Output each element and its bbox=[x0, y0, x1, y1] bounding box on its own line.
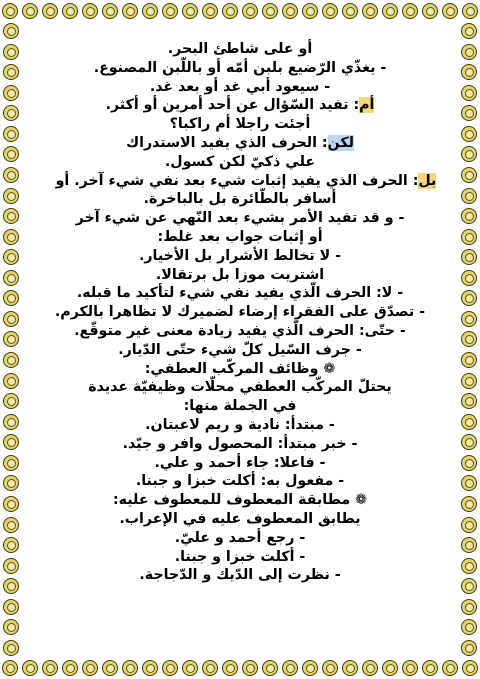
ring-icon bbox=[461, 558, 477, 574]
ring-icon bbox=[282, 660, 298, 676]
ring-icon bbox=[242, 660, 258, 676]
ring-icon bbox=[322, 3, 338, 19]
ring-icon bbox=[242, 3, 258, 19]
text-line: أو على شاطئ البحر. bbox=[167, 41, 313, 57]
ring-icon bbox=[461, 23, 477, 39]
ring-icon bbox=[461, 270, 477, 286]
ring-icon bbox=[461, 434, 477, 450]
ring-icon bbox=[3, 229, 19, 245]
ring-icon bbox=[461, 475, 477, 491]
text-line: - نظرت إلى الدّيك و الدّجاجة. bbox=[139, 567, 341, 584]
text-line: - فاعلا: جاء أحمد و علي. bbox=[154, 454, 326, 471]
ring-icon bbox=[461, 352, 477, 368]
ring-icon bbox=[342, 660, 358, 676]
ring-icon bbox=[461, 496, 477, 512]
ring-icon bbox=[262, 3, 278, 19]
ring-icon bbox=[142, 660, 158, 676]
ring-icon bbox=[3, 496, 19, 512]
ring-icon bbox=[3, 311, 19, 327]
ring-icon bbox=[182, 660, 198, 676]
section-heading: ❁ مطابقة المعطوف للمعطوف عليه: bbox=[112, 492, 367, 509]
text-line: - يغذّي الرّضيع بلبن أمّه أو باللّبن المصنوع. bbox=[93, 59, 387, 76]
ring-icon bbox=[461, 393, 477, 409]
ring-icon bbox=[3, 126, 19, 142]
ring-icon bbox=[382, 3, 398, 19]
text-line: - جرف السّيل كلّ شيء حتّى الدّيار. bbox=[118, 341, 362, 358]
ring-icon bbox=[461, 599, 477, 615]
ring-icon bbox=[461, 64, 477, 80]
text-line: - تصدّق على الفقراء إرضاء لضميرك لا تظاهرا بالكرم. bbox=[54, 304, 426, 321]
ring-icon bbox=[222, 660, 238, 676]
ring-icon bbox=[461, 455, 477, 471]
ring-icon bbox=[122, 3, 138, 19]
ring-icon bbox=[462, 660, 478, 676]
ring-icon bbox=[461, 578, 477, 594]
text-line: بل: الحرف الذي يفيد إثبات شيء بعد نفي شيء آخر. أو bbox=[55, 172, 437, 189]
text-line: لكن: الحرف الذي يفيد الاستدراك bbox=[126, 134, 354, 151]
ring-icon bbox=[3, 85, 19, 101]
text-line: اشتريت موزا بل برتقالا. bbox=[155, 266, 325, 283]
ring-icon bbox=[461, 105, 477, 121]
text-line: - و قد تفيد الأمر بشيء بعد النّهي عن شيء آخر bbox=[75, 210, 405, 227]
ring-icon bbox=[362, 660, 378, 676]
ring-icon bbox=[62, 660, 78, 676]
ring-icon bbox=[461, 85, 477, 101]
text-line: - مبتدأ: نادية و ريم لاعبتان. bbox=[145, 416, 335, 433]
ring-icon bbox=[222, 3, 238, 19]
highlighted-term: لكن bbox=[327, 134, 354, 151]
ring-icon bbox=[3, 537, 19, 553]
ring-icon bbox=[202, 3, 218, 19]
highlighted-term: بل bbox=[418, 172, 437, 189]
ring-icon bbox=[462, 3, 478, 19]
ring-icon bbox=[282, 3, 298, 19]
ring-icon bbox=[461, 126, 477, 142]
ring-icon bbox=[2, 660, 18, 676]
top-border bbox=[0, 0, 480, 22]
ring-icon bbox=[461, 311, 477, 327]
ring-icon bbox=[42, 660, 58, 676]
ring-icon bbox=[3, 146, 19, 162]
ring-icon bbox=[461, 249, 477, 265]
ring-icon bbox=[302, 3, 318, 19]
ring-icon bbox=[402, 3, 418, 19]
text-line: في الجملة منها: bbox=[183, 398, 297, 415]
ring-icon bbox=[2, 3, 18, 19]
ring-icon bbox=[461, 414, 477, 430]
text-line: - مفعول به: أكلت خبزا و جبنا. bbox=[135, 473, 345, 490]
ring-icon bbox=[442, 3, 458, 19]
ring-icon bbox=[461, 146, 477, 162]
ring-icon bbox=[3, 517, 19, 533]
ring-icon bbox=[461, 373, 477, 389]
text-line: - لا: الحرف الّذي يفيد نفي شيء لتأكيد ما قبله. bbox=[76, 285, 404, 302]
text-line: - لا تخالط الأشرار بل الأخيار. bbox=[138, 247, 342, 264]
section-heading: ❁ وظائف المركّب العطفي: bbox=[144, 360, 336, 377]
ring-icon bbox=[3, 599, 19, 615]
ring-icon bbox=[461, 208, 477, 224]
text-line: - أكلت خبزا و جبنا. bbox=[174, 548, 306, 565]
text-line: أجئت راجلا أم راكبا؟ bbox=[169, 116, 311, 133]
ring-icon bbox=[3, 640, 19, 656]
ring-icon bbox=[302, 660, 318, 676]
ring-icon bbox=[422, 3, 438, 19]
ring-icon bbox=[461, 44, 477, 60]
ring-icon bbox=[382, 660, 398, 676]
text-line: أسافر بالطّائرة بل بالباخرة. bbox=[143, 191, 337, 208]
text-line: - خبر مبتدأ: المحصول وافر و جيّد. bbox=[122, 435, 358, 452]
ring-icon bbox=[3, 455, 19, 471]
text-line: - رجع أحمد و عليّ. bbox=[174, 529, 306, 546]
ring-icon bbox=[422, 660, 438, 676]
ring-icon bbox=[262, 660, 278, 676]
text-line: أم: تفيد السّؤال عن أحد أمرين أو أكثر. bbox=[105, 97, 375, 114]
ring-icon bbox=[342, 3, 358, 19]
ring-icon bbox=[3, 331, 19, 347]
text-line: يحتلّ المركّب العطفي محلّات وظيفيّة عديدة bbox=[88, 379, 392, 396]
ring-icon bbox=[82, 660, 98, 676]
ring-icon bbox=[3, 105, 19, 121]
document-body bbox=[24, 40, 456, 640]
ring-icon bbox=[3, 373, 19, 389]
ring-icon bbox=[42, 3, 58, 19]
right-border bbox=[458, 22, 480, 657]
ring-icon bbox=[3, 475, 19, 491]
ring-icon bbox=[122, 660, 138, 676]
ring-icon bbox=[102, 3, 118, 19]
ring-icon bbox=[162, 3, 178, 19]
ring-icon bbox=[3, 64, 19, 80]
text-line: - سيعود أبي غد أو بعد غد. bbox=[149, 78, 331, 95]
ring-icon bbox=[362, 3, 378, 19]
ring-icon bbox=[461, 331, 477, 347]
ring-icon bbox=[3, 270, 19, 286]
text-line: - حتّى: الحرف الّذي يفيد زيادة معنى غير متوقّع. bbox=[74, 322, 406, 339]
ring-icon bbox=[402, 660, 418, 676]
text-line: علي ذكيّ لكن كسول. bbox=[164, 153, 316, 170]
ring-icon bbox=[461, 640, 477, 656]
ring-icon bbox=[3, 393, 19, 409]
ring-icon bbox=[3, 290, 19, 306]
ring-icon bbox=[3, 414, 19, 430]
ring-icon bbox=[22, 660, 38, 676]
text-line: أو إثبات جواب بعد غلط: bbox=[157, 228, 323, 245]
ring-icon bbox=[442, 660, 458, 676]
ring-icon bbox=[3, 44, 19, 60]
ring-icon bbox=[3, 558, 19, 574]
ring-icon bbox=[182, 3, 198, 19]
ring-icon bbox=[461, 537, 477, 553]
ring-icon bbox=[461, 619, 477, 635]
highlighted-term: أم bbox=[359, 97, 375, 114]
ring-icon bbox=[322, 660, 338, 676]
left-border bbox=[0, 22, 22, 657]
ring-icon bbox=[3, 578, 19, 594]
ring-icon bbox=[461, 290, 477, 306]
bottom-border bbox=[0, 657, 480, 679]
ring-icon bbox=[142, 3, 158, 19]
ring-icon bbox=[202, 660, 218, 676]
ring-icon bbox=[162, 660, 178, 676]
ring-icon bbox=[22, 3, 38, 19]
ring-icon bbox=[82, 3, 98, 19]
ring-icon bbox=[461, 517, 477, 533]
ring-icon bbox=[461, 229, 477, 245]
ring-icon bbox=[3, 23, 19, 39]
ring-icon bbox=[102, 660, 118, 676]
ring-icon bbox=[3, 249, 19, 265]
ring-icon bbox=[3, 208, 19, 224]
ring-icon bbox=[3, 352, 19, 368]
text-line: يطابق المعطوف عليه في الإعراب. bbox=[119, 510, 361, 527]
ring-icon bbox=[62, 3, 78, 19]
ring-icon bbox=[3, 619, 19, 635]
ring-icon bbox=[3, 434, 19, 450]
